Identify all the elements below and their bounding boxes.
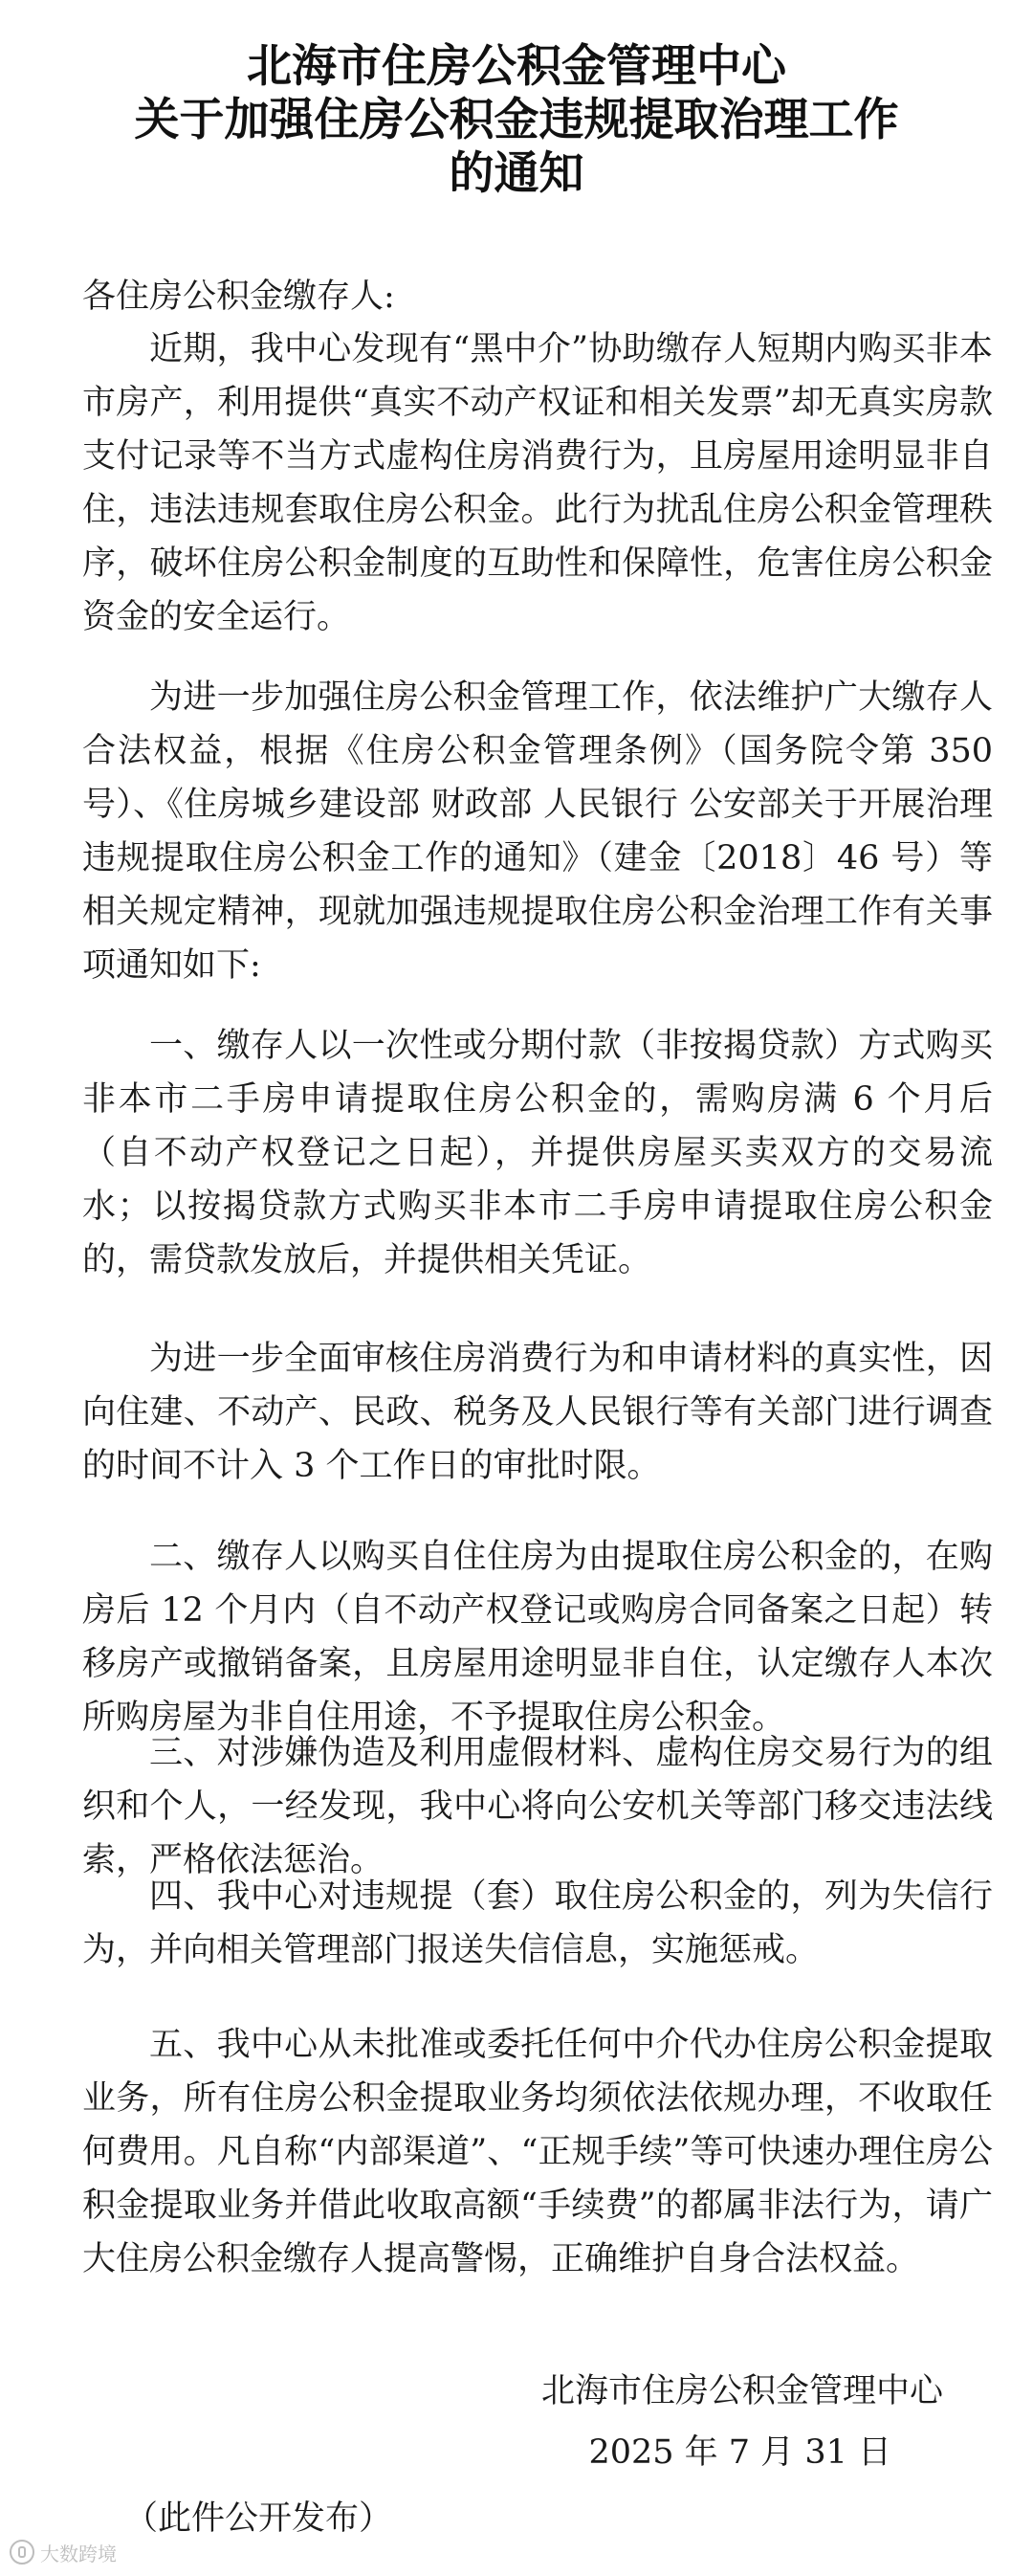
paragraph-item-3: 三、对涉嫌伪造及利用虚假材料、虚构住房交易行为的组织和个人，一经发现，我中心将向公安机关等部门移交违法线索，严格依法惩治。 bbox=[82, 1734, 993, 1879]
paragraph-legal-basis: 为进一步加强住房公积金管理工作，依法维护广大缴存人合法权益，根据《住房公积金管理条例》（国务院令第 350 号）、《住房城乡建设部 财政部 人民银行 公安部关于开展治理违规提取住房公积金工作的通知》（建金〔2018〕46 号）等相关规定精神，现就加强违规提取住房公积金治理工作有关事项通知如下: bbox=[82, 678, 993, 985]
notice-title-line-3: 的通知 bbox=[449, 147, 584, 200]
watermark bbox=[10, 2537, 117, 2567]
signature-organization: 北海市住房公积金管理中心 bbox=[540, 2372, 943, 2410]
salutation: 各住房公积金缴存人: bbox=[82, 278, 395, 316]
paragraph-background: 近期，我中心发现有“黑中介”协助缴存人短期内购买非本市房产，利用提供“真实不动产权证和相关发票”却无真实房款支付记录等不当方式虚构住房消费行为，且房屋用途明显非自住，违法违规套取住房公积金。此行为扰乱住房公积金管理秩序，破坏住房公积金制度的互助性和保障性，危害住房公积金资金的安全运行。 bbox=[82, 330, 993, 636]
notice-title-line-1: 北海市住房公积金管理中心 bbox=[247, 40, 786, 93]
watermark-logo-icon bbox=[10, 2540, 34, 2565]
paragraph-item-1: 一、缴存人以一次性或分期付款（非按揭贷款）方式购买非本市二手房申请提取住房公积金的，需购房满 6 个月后（自不动产权登记之日起），并提供房屋买卖双方的交易流水；以按揭贷款方式购买非本市二手房申请提取住房公积金的，需贷款发放后，并提供相关凭证。 bbox=[82, 1027, 993, 1279]
paragraph-item-5: 五、我中心从未批准或委托任何中介代办住房公积金提取业务，所有住房公积金提取业务均须依法依规办理，不收取任何费用。凡自称“内部渠道”、“正规手续”等可快速办理住房公积金提取业务并借此收取高额“手续费”的都属非法行为，请广大住房公积金缴存人提高警惕，正确维护自身合法权益。 bbox=[82, 2026, 993, 2278]
publish-note: （此件公开发布） bbox=[124, 2499, 393, 2538]
signature-date: 2025 年 7 月 31 日 bbox=[588, 2433, 891, 2472]
paragraph-review-note: 为进一步全面审核住房消费行为和申请材料的真实性，因向住建、不动产、民政、税务及人民银行等有关部门进行调查的时间不计入 3 个工作日的审批时限。 bbox=[82, 1340, 993, 1485]
paragraph-item-2: 二、缴存人以购买自住住房为由提取住房公积金的，在购房后 12 个月内（自不动产权登记或购房合同备案之日起）转移房产或撤销备案，且房屋用途明显非自住，认定缴存人本次所购房屋为非自住用途，不予提取住房公积金。 bbox=[82, 1538, 993, 1737]
paragraph-item-4: 四、我中心对违规提（套）取住房公积金的，列为失信行为，并向相关管理部门报送失信信息，实施惩戒。 bbox=[82, 1877, 993, 1969]
notice-title-line-2: 关于加强住房公积金违规提取治理工作 bbox=[134, 94, 899, 146]
watermark-text: 大数跨境 bbox=[40, 2542, 117, 2565]
